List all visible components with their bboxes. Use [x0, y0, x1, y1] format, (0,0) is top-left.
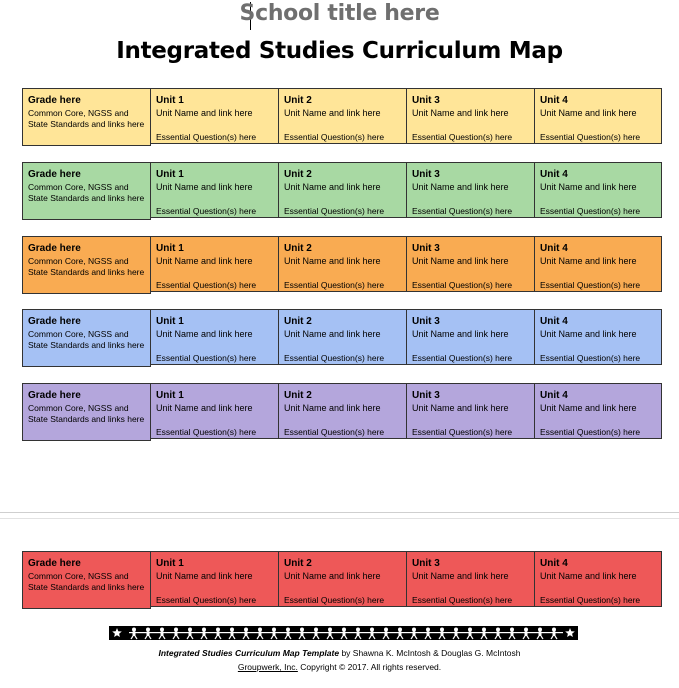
grade-title: Grade here [28, 95, 81, 106]
essential-question: Essential Question(s) here [540, 132, 641, 142]
essential-question: Essential Question(s) here [284, 206, 385, 216]
unit-title: Unit 2 [284, 169, 312, 180]
unit-cell[interactable] [535, 551, 662, 607]
unit-name-link[interactable]: Unit Name and link here [284, 403, 381, 413]
unit-name-link[interactable]: Unit Name and link here [284, 108, 381, 118]
essential-question: Essential Question(s) here [284, 427, 385, 437]
unit-cell[interactable] [407, 551, 535, 607]
unit-title: Unit 4 [540, 390, 568, 401]
unit-title: Unit 2 [284, 243, 312, 254]
unit-cell[interactable] [535, 236, 662, 292]
grade-title: Grade here [28, 316, 81, 327]
essential-question: Essential Question(s) here [156, 280, 257, 290]
unit-title: Unit 2 [284, 316, 312, 327]
unit-name-link[interactable]: Unit Name and link here [156, 403, 253, 413]
unit-name-link[interactable]: Unit Name and link here [540, 256, 637, 266]
unit-name-link[interactable]: Unit Name and link here [156, 329, 253, 339]
unit-cell[interactable] [535, 88, 662, 144]
unit-name-link[interactable]: Unit Name and link here [412, 329, 509, 339]
unit-name-link[interactable]: Unit Name and link here [284, 182, 381, 192]
unit-cell[interactable] [535, 383, 662, 439]
standards-text: Common Core, NGSS and State Standards and links here [28, 571, 145, 592]
unit-title: Unit 1 [156, 316, 184, 327]
essential-question: Essential Question(s) here [412, 206, 513, 216]
unit-name-link[interactable]: Unit Name and link here [540, 182, 637, 192]
grade-title: Grade here [28, 558, 81, 569]
standards-text: Common Core, NGSS and State Standards and links here [28, 329, 145, 350]
unit-name-link[interactable]: Unit Name and link here [412, 403, 509, 413]
unit-cell[interactable] [151, 551, 279, 607]
unit-name-link[interactable]: Unit Name and link here [284, 256, 381, 266]
unit-name-link[interactable]: Unit Name and link here [540, 403, 637, 413]
unit-name-link[interactable]: Unit Name and link here [412, 256, 509, 266]
unit-title: Unit 2 [284, 558, 312, 569]
page-title[interactable]: Integrated Studies Curriculum Map [116, 38, 563, 64]
unit-title: Unit 3 [412, 316, 440, 327]
unit-title: Unit 1 [156, 243, 184, 254]
unit-name-link[interactable]: Unit Name and link here [156, 256, 253, 266]
copyright-text: Copyright © 2017. All rights reserved. [297, 662, 442, 672]
essential-question: Essential Question(s) here [540, 280, 641, 290]
unit-title: Unit 4 [540, 316, 568, 327]
page-break-line [0, 512, 679, 513]
copyright-notice [0, 662, 679, 672]
essential-question: Essential Question(s) here [412, 595, 513, 605]
unit-name-link[interactable]: Unit Name and link here [412, 571, 509, 581]
grade-row [22, 236, 662, 292]
standards-text: Common Core, NGSS and State Standards and links here [28, 403, 145, 424]
grade-row [22, 383, 662, 439]
unit-cell[interactable] [279, 551, 407, 607]
publisher-link[interactable]: Groupwerk, Inc. [237, 662, 298, 672]
unit-cell[interactable] [279, 88, 407, 144]
template-name: Integrated Studies Curriculum Map Template [158, 648, 340, 658]
essential-question: Essential Question(s) here [412, 132, 513, 142]
unit-cell[interactable] [151, 236, 279, 292]
unit-cell[interactable] [279, 309, 407, 365]
essential-question: Essential Question(s) here [540, 427, 641, 437]
unit-name-link[interactable]: Unit Name and link here [412, 108, 509, 118]
essential-question: Essential Question(s) here [284, 280, 385, 290]
unit-title: Unit 1 [156, 169, 184, 180]
essential-question: Essential Question(s) here [540, 206, 641, 216]
grade-title: Grade here [28, 169, 81, 180]
grade-row [22, 88, 662, 144]
essential-question: Essential Question(s) here [412, 427, 513, 437]
unit-name-link[interactable]: Unit Name and link here [156, 108, 253, 118]
grade-title: Grade here [28, 390, 81, 401]
unit-title: Unit 4 [540, 169, 568, 180]
unit-cell[interactable] [407, 236, 535, 292]
template-credit [0, 648, 679, 658]
grade-cell[interactable] [22, 383, 151, 441]
unit-title: Unit 4 [540, 558, 568, 569]
unit-cell[interactable] [407, 88, 535, 144]
grade-row [22, 551, 662, 607]
unit-name-link[interactable]: Unit Name and link here [156, 182, 253, 192]
standards-text: Common Core, NGSS and State Standards and links here [28, 182, 145, 203]
grade-cell[interactable] [22, 162, 151, 220]
essential-question: Essential Question(s) here [156, 353, 257, 363]
unit-title: Unit 3 [412, 243, 440, 254]
essential-question: Essential Question(s) here [284, 132, 385, 142]
school-title[interactable]: School title here [239, 1, 440, 26]
standards-text: Common Core, NGSS and State Standards and links here [28, 108, 145, 129]
essential-question: Essential Question(s) here [540, 353, 641, 363]
grade-row [22, 309, 662, 365]
unit-cell[interactable] [407, 383, 535, 439]
essential-question: Essential Question(s) here [156, 427, 257, 437]
grade-row [22, 162, 662, 218]
unit-title: Unit 2 [284, 95, 312, 106]
unit-cell[interactable] [151, 88, 279, 144]
essential-question: Essential Question(s) here [412, 280, 513, 290]
essential-question: Essential Question(s) here [156, 132, 257, 142]
unit-cell[interactable] [279, 162, 407, 218]
unit-cell[interactable] [279, 383, 407, 439]
unit-name-link[interactable]: Unit Name and link here [540, 571, 637, 581]
unit-cell[interactable] [407, 309, 535, 365]
unit-title: Unit 3 [412, 558, 440, 569]
unit-cell[interactable] [535, 162, 662, 218]
template-authors: by Shawna K. McIntosh & Douglas G. McIntosh [339, 648, 521, 658]
essential-question: Essential Question(s) here [540, 595, 641, 605]
unit-name-link[interactable]: Unit Name and link here [540, 329, 637, 339]
unit-cell[interactable] [279, 236, 407, 292]
unit-cell[interactable] [407, 162, 535, 218]
unit-name-link[interactable]: Unit Name and link here [540, 108, 637, 118]
essential-question: Essential Question(s) here [156, 206, 257, 216]
unit-title: Unit 3 [412, 390, 440, 401]
unit-name-link[interactable]: Unit Name and link here [284, 571, 381, 581]
unit-cell[interactable] [151, 309, 279, 365]
unit-name-link[interactable]: Unit Name and link here [284, 329, 381, 339]
grade-cell[interactable] [22, 551, 151, 609]
unit-title: Unit 3 [412, 169, 440, 180]
unit-name-link[interactable]: Unit Name and link here [412, 182, 509, 192]
essential-question: Essential Question(s) here [156, 595, 257, 605]
unit-cell[interactable] [535, 309, 662, 365]
unit-title: Unit 4 [540, 243, 568, 254]
grade-cell[interactable] [22, 88, 151, 146]
unit-name-link[interactable]: Unit Name and link here [156, 571, 253, 581]
essential-question: Essential Question(s) here [284, 353, 385, 363]
unit-title: Unit 1 [156, 390, 184, 401]
essential-question: Essential Question(s) here [412, 353, 513, 363]
unit-cell[interactable] [151, 383, 279, 439]
unit-title: Unit 1 [156, 558, 184, 569]
unit-title: Unit 2 [284, 390, 312, 401]
people-holding-hands-border-icon [109, 626, 578, 640]
page-break-line [0, 518, 679, 519]
unit-title: Unit 1 [156, 95, 184, 106]
grade-title: Grade here [28, 243, 81, 254]
unit-title: Unit 4 [540, 95, 568, 106]
unit-title: Unit 3 [412, 95, 440, 106]
unit-cell[interactable] [151, 162, 279, 218]
essential-question: Essential Question(s) here [284, 595, 385, 605]
grade-cell[interactable] [22, 236, 151, 294]
standards-text: Common Core, NGSS and State Standards and links here [28, 256, 145, 277]
grade-cell[interactable] [22, 309, 151, 367]
